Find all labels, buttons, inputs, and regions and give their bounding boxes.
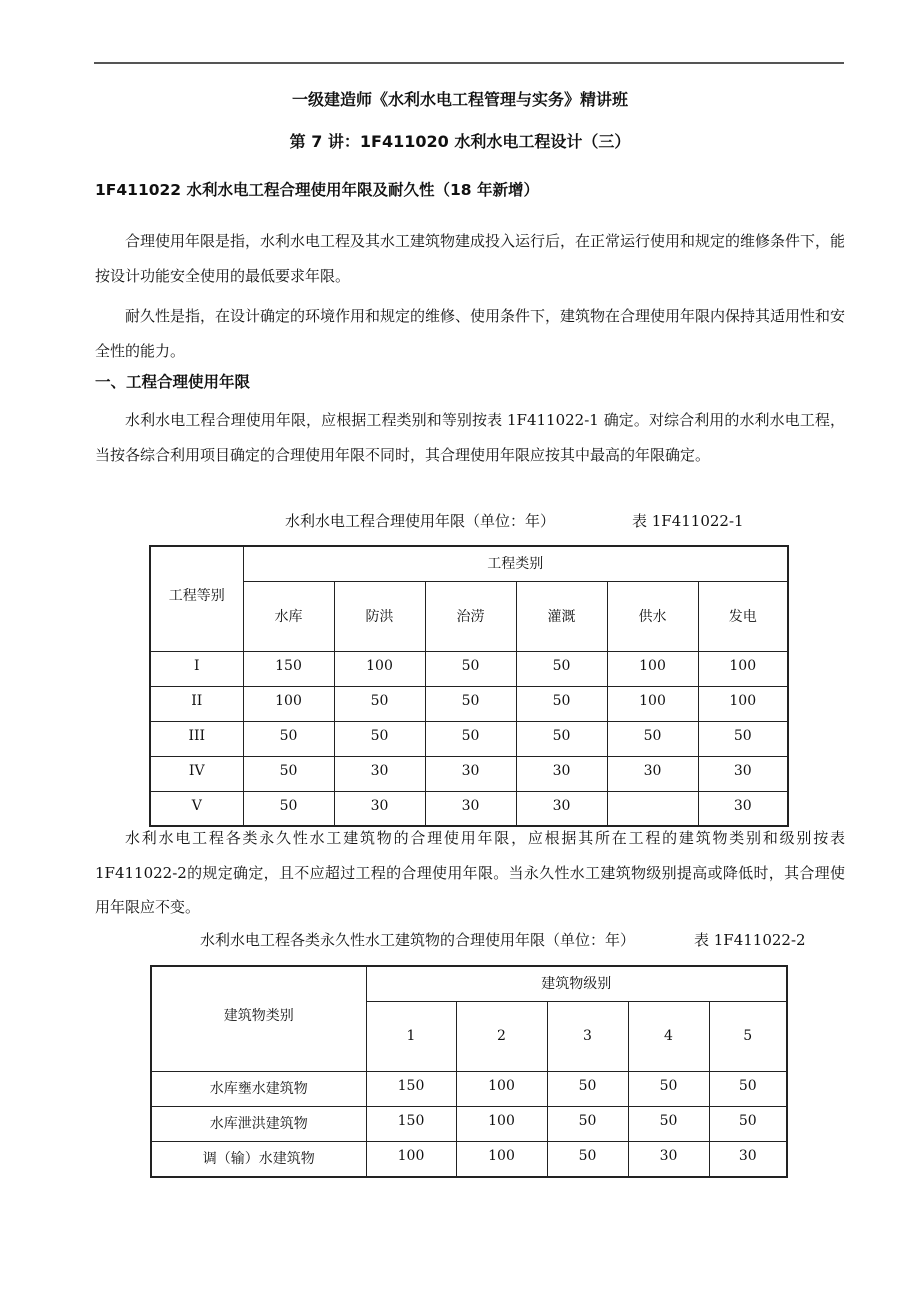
table-cell: 50 [243, 756, 334, 791]
table1-col-header: 治涝 [425, 581, 516, 651]
lecture-title: 第 7 讲：1F411020 水利水电工程设计（三） [289, 132, 631, 151]
table-cell: 30 [425, 791, 516, 826]
table-cell: 150 [243, 651, 334, 686]
table-cell: 150 [366, 1106, 456, 1141]
table2-col-header: 2 [456, 1001, 547, 1071]
table-cell: 50 [516, 686, 607, 721]
table-cell: 50 [709, 1071, 787, 1106]
between-paragraph: 水利水电工程各类永久性水工建筑物的合理使用年限，应根据其所在工程的建筑物类别和级别按表1F411022-2的规定确定，且不应超过工程的合理使用年限。当永久性水工建筑物级别提高或降低时，其合理使用年限应不变。 [95, 829, 845, 916]
table-cell: 50 [516, 721, 607, 756]
table2-col-header: 3 [547, 1001, 628, 1071]
table2-row-label: 调（输）水建筑物 [151, 1141, 366, 1177]
table1-group-header: 工程类别 [243, 546, 788, 581]
table1-row-label: II [150, 686, 243, 721]
table1-col-header: 灌溉 [516, 581, 607, 651]
paragraph-durability-definition: 耐久性是指，在设计确定的环境作用和规定的维修、使用条件下，建筑物在合理使用年限内保持其适用性和安全性的能力。 [95, 307, 846, 360]
table-cell: 50 [243, 791, 334, 826]
table-cell: 150 [366, 1071, 456, 1106]
table-cell: 50 [628, 1071, 709, 1106]
table-cell: 50 [709, 1106, 787, 1141]
table2-structure-service-life [150, 965, 788, 1178]
table-row [150, 756, 788, 791]
table2-caption: 水利水电工程各类永久性水工建筑物的合理使用年限（单位：年） [200, 931, 636, 949]
table-cell: 50 [547, 1106, 628, 1141]
table1-col-header: 防洪 [334, 581, 425, 651]
table1-caption: 水利水电工程合理使用年限（单位：年） [285, 512, 556, 530]
table1-row-label: V [150, 791, 243, 826]
table-cell: 50 [425, 651, 516, 686]
table-cell: 100 [607, 686, 698, 721]
table2-col-header: 4 [628, 1001, 709, 1071]
table-cell: 30 [698, 791, 788, 826]
table1-number: 表 1F411022-1 [632, 512, 744, 530]
table-cell: 50 [334, 721, 425, 756]
table-cell: 100 [698, 651, 788, 686]
table-cell: 50 [628, 1106, 709, 1141]
table-cell: 100 [607, 651, 698, 686]
table1-row-header: 工程等别 [150, 546, 243, 651]
section-heading-main: 1F411022 水利水电工程合理使用年限及耐久性（18 年新增） [95, 181, 539, 199]
table-cell: 50 [516, 651, 607, 686]
table2-col-header: 5 [709, 1001, 787, 1071]
table-cell: 50 [425, 721, 516, 756]
table-cell: 50 [547, 1071, 628, 1106]
between-paragraph-block [95, 821, 845, 925]
table1-col-header: 水库 [243, 581, 334, 651]
table-row [150, 686, 788, 721]
table2-row-label: 水库壅水建筑物 [151, 1071, 366, 1106]
header-rule [94, 62, 844, 64]
table-cell: 30 [709, 1141, 787, 1177]
table1-col-header: 发电 [698, 581, 788, 651]
table-cell: 30 [425, 756, 516, 791]
table1-row-label: I [150, 651, 243, 686]
table2-row-header: 建筑物类别 [151, 966, 366, 1071]
table-cell: 100 [456, 1106, 547, 1141]
table-cell: 30 [628, 1141, 709, 1177]
table1-service-life [149, 545, 789, 827]
table-cell: 100 [334, 651, 425, 686]
table-row [150, 651, 788, 686]
definition-paragraphs [95, 224, 845, 368]
table1-col-header: 供水 [607, 581, 698, 651]
section-one-paragraph-block [95, 403, 845, 472]
table2-number: 表 1F411022-2 [694, 931, 806, 949]
table-cell: 30 [516, 791, 607, 826]
table-cell: 100 [456, 1071, 547, 1106]
table2-group-header: 建筑物级别 [366, 966, 787, 1001]
table1-row-label: IV [150, 756, 243, 791]
table-cell: 100 [456, 1141, 547, 1177]
table-row [151, 1106, 787, 1141]
table-cell: 50 [243, 721, 334, 756]
table-cell: 100 [698, 686, 788, 721]
table-cell: 50 [547, 1141, 628, 1177]
table-cell: 50 [698, 721, 788, 756]
table-cell: 50 [607, 721, 698, 756]
table2-col-header: 1 [366, 1001, 456, 1071]
table2-row-label: 水库泄洪建筑物 [151, 1106, 366, 1141]
table-row [151, 1141, 787, 1177]
table1-row-label: III [150, 721, 243, 756]
course-title: 一级建造师《水利水电工程管理与实务》精讲班 [291, 90, 628, 109]
table-cell: 30 [516, 756, 607, 791]
paragraph-service-life-definition: 合理使用年限是指，水利水电工程及其水工建筑物建成投入运行后，在正常运行使用和规定的维修条件下，能按设计功能安全使用的最低要求年限。 [95, 232, 846, 285]
table-cell: 50 [425, 686, 516, 721]
table-cell: 30 [334, 791, 425, 826]
section-one-paragraph: 水利水电工程合理使用年限，应根据工程类别和等别按表 1F411022-1 确定。对综合利用的水利水电工程，当按各综合利用项目确定的合理使用年限不同时，其合理使用年限应按其中最高的年限确定。 [95, 411, 845, 464]
table-cell: 30 [698, 756, 788, 791]
table-cell: 100 [366, 1141, 456, 1177]
section-heading-one: 一、工程合理使用年限 [95, 373, 251, 391]
table-cell: 30 [607, 756, 698, 791]
table-cell: 30 [334, 756, 425, 791]
table-row [151, 1071, 787, 1106]
table-cell: 50 [334, 686, 425, 721]
table-cell: 100 [243, 686, 334, 721]
table-row [150, 721, 788, 756]
